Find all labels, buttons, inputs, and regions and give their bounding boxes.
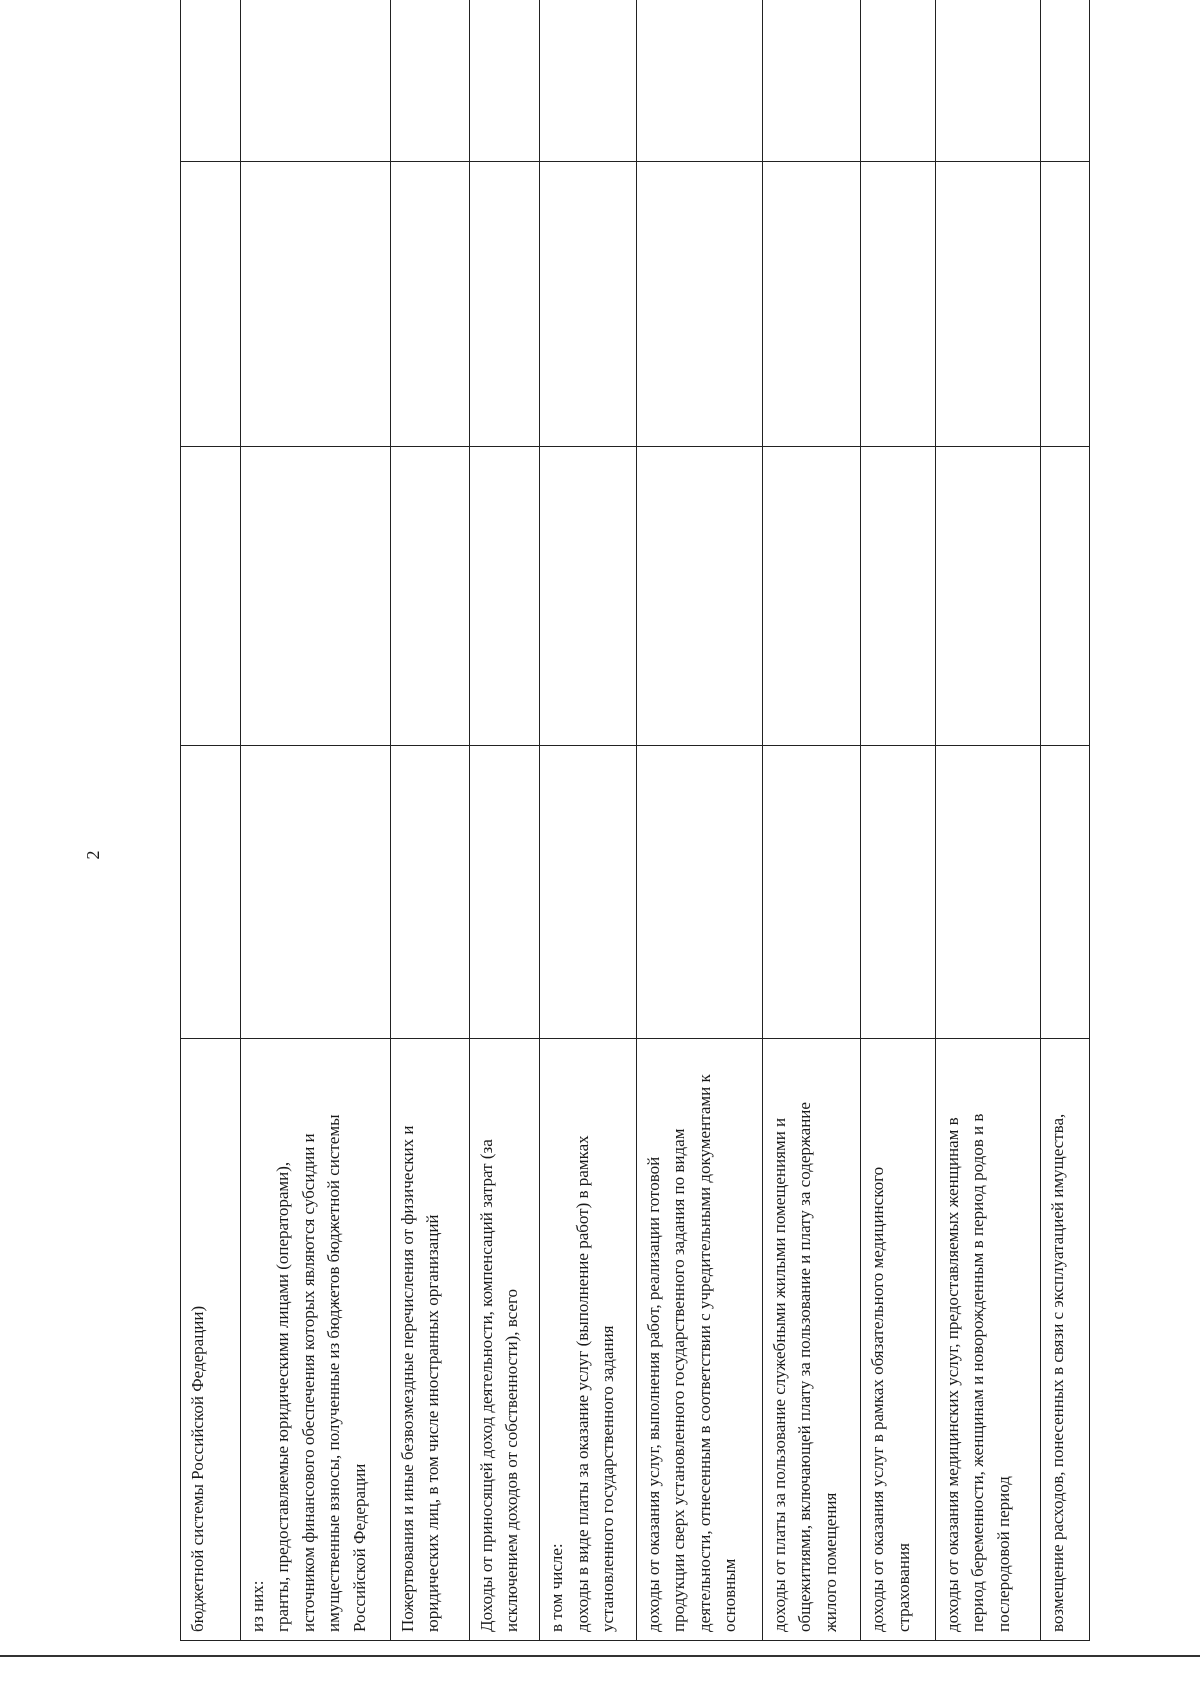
value-cell-4	[240, 0, 390, 162]
value-cell-2	[240, 447, 390, 746]
row-label-line: источником финансового обеспечения которых являются субсидии и	[298, 1133, 318, 1632]
rotated-table-container	[180, 68, 1090, 1641]
row-label-line: доходы от платы за пользование служебными жилыми помещениями и	[769, 1117, 789, 1632]
value-cell-2	[762, 447, 860, 746]
value-cell-1	[240, 746, 390, 1039]
value-cell-1	[861, 746, 936, 1039]
row-label-cell	[390, 1039, 469, 1641]
row-label-cell	[469, 1039, 540, 1641]
value-cell-1	[762, 746, 860, 1039]
row-label-line: Российской Федерации	[349, 1463, 369, 1632]
value-cell-1	[540, 746, 636, 1039]
table-row	[762, 0, 860, 1641]
value-cell-3	[861, 162, 936, 447]
row-label-line: гранты, предоставляемые юридическими лицами (операторами),	[273, 1161, 293, 1632]
row-label-line: деятельности, отнесенным в соответствии с учредительными документами к	[694, 1074, 714, 1632]
row-label-line: страхования	[893, 1543, 913, 1632]
value-cell-3	[469, 162, 540, 447]
table-row	[636, 0, 762, 1641]
value-cell-1	[469, 746, 540, 1039]
table-row	[861, 0, 936, 1641]
row-label-cell	[1040, 1039, 1089, 1641]
value-cell-3	[636, 162, 762, 447]
value-cell-4	[540, 0, 636, 162]
row-label-line: возмещение расходов, понесенных в связи с эксплуатацией имущества,	[1047, 1113, 1067, 1632]
row-label-line: юридических лиц, в том числе иностранных организаций	[423, 1214, 443, 1632]
row-label-cell	[181, 1039, 241, 1641]
value-cell-3	[935, 162, 1040, 447]
table-row	[935, 0, 1040, 1641]
value-cell-4	[861, 0, 936, 162]
row-label-line: имущественные взносы, полученные из бюджетов бюджетной системы	[324, 1114, 344, 1632]
row-label-line: продукции сверх установленного государственного задания по видам	[669, 1128, 689, 1632]
value-cell-3	[240, 162, 390, 447]
value-cell-4	[181, 0, 241, 162]
row-label-line: основным	[720, 1558, 740, 1632]
row-label-line: жилого помещения	[820, 1492, 840, 1632]
table-row	[469, 0, 540, 1641]
row-label-line: установленного государственного задания	[598, 1325, 618, 1632]
value-cell-2	[636, 447, 762, 746]
value-cell-4	[935, 0, 1040, 162]
value-cell-2	[540, 447, 636, 746]
value-cell-3	[181, 162, 241, 447]
row-label-line: исключением доходов от собственности), всего	[502, 1288, 522, 1632]
value-cell-2	[390, 447, 469, 746]
value-cell-2	[861, 447, 936, 746]
row-label-cell	[861, 1039, 936, 1641]
value-cell-2	[469, 447, 540, 746]
row-label-line: из них:	[247, 1580, 267, 1632]
value-cell-4	[390, 0, 469, 162]
page-number: 2	[83, 850, 103, 860]
value-cell-1	[181, 746, 241, 1039]
table-row	[540, 0, 636, 1641]
scan-edge-line	[0, 1655, 1200, 1657]
value-cell-2	[181, 447, 241, 746]
value-cell-2	[935, 447, 1040, 746]
value-cell-4	[1040, 0, 1089, 162]
value-cell-1	[390, 746, 469, 1039]
row-label-line: общежитиями, включающей плату за пользование и плату за содержание	[795, 1102, 815, 1632]
row-label-line: Пожертвования и иные безвозмездные перечисления от физических и	[397, 1125, 417, 1632]
value-cell-4	[469, 0, 540, 162]
row-label-line: доходы в виде платы за оказание услуг (выполнение работ) в рамках	[572, 1135, 592, 1632]
row-label-line: доходы от оказания услуг в рамках обязательного медицинского	[868, 1166, 888, 1632]
value-cell-1	[935, 746, 1040, 1039]
row-label-line: в том числе:	[547, 1543, 567, 1632]
value-cell-1	[636, 746, 762, 1039]
value-cell-3	[390, 162, 469, 447]
row-label-line: Доходы от приносящей доход деятельности, компенсаций затрат (за	[476, 1139, 496, 1632]
value-cell-4	[762, 0, 860, 162]
row-label-line: послеродовой период	[993, 1476, 1013, 1632]
row-label-line: доходы от оказания услуг, выполнения работ, реализации готовой	[643, 1156, 663, 1632]
budget-table	[180, 0, 1090, 1641]
row-label-line: доходы от оказания медицинских услуг, предоставляемых женщинам в	[942, 1117, 962, 1632]
value-cell-2	[1040, 447, 1089, 746]
row-label-cell	[935, 1039, 1040, 1641]
table-row	[240, 0, 390, 1641]
value-cell-4	[636, 0, 762, 162]
value-cell-3	[540, 162, 636, 447]
row-label-cell	[636, 1039, 762, 1641]
row-label-cell	[540, 1039, 636, 1641]
value-cell-3	[762, 162, 860, 447]
row-label-line: бюджетной системы Российской Федерации)	[188, 1305, 207, 1632]
table-row	[181, 0, 241, 1641]
value-cell-1	[1040, 746, 1089, 1039]
row-label-cell	[240, 1039, 390, 1641]
table-row	[390, 0, 469, 1641]
value-cell-3	[1040, 162, 1089, 447]
row-label-cell	[762, 1039, 860, 1641]
row-label-line: период беременности, женщинам и новорожденным в период родов и в	[968, 1113, 988, 1632]
table-row	[1040, 0, 1089, 1641]
